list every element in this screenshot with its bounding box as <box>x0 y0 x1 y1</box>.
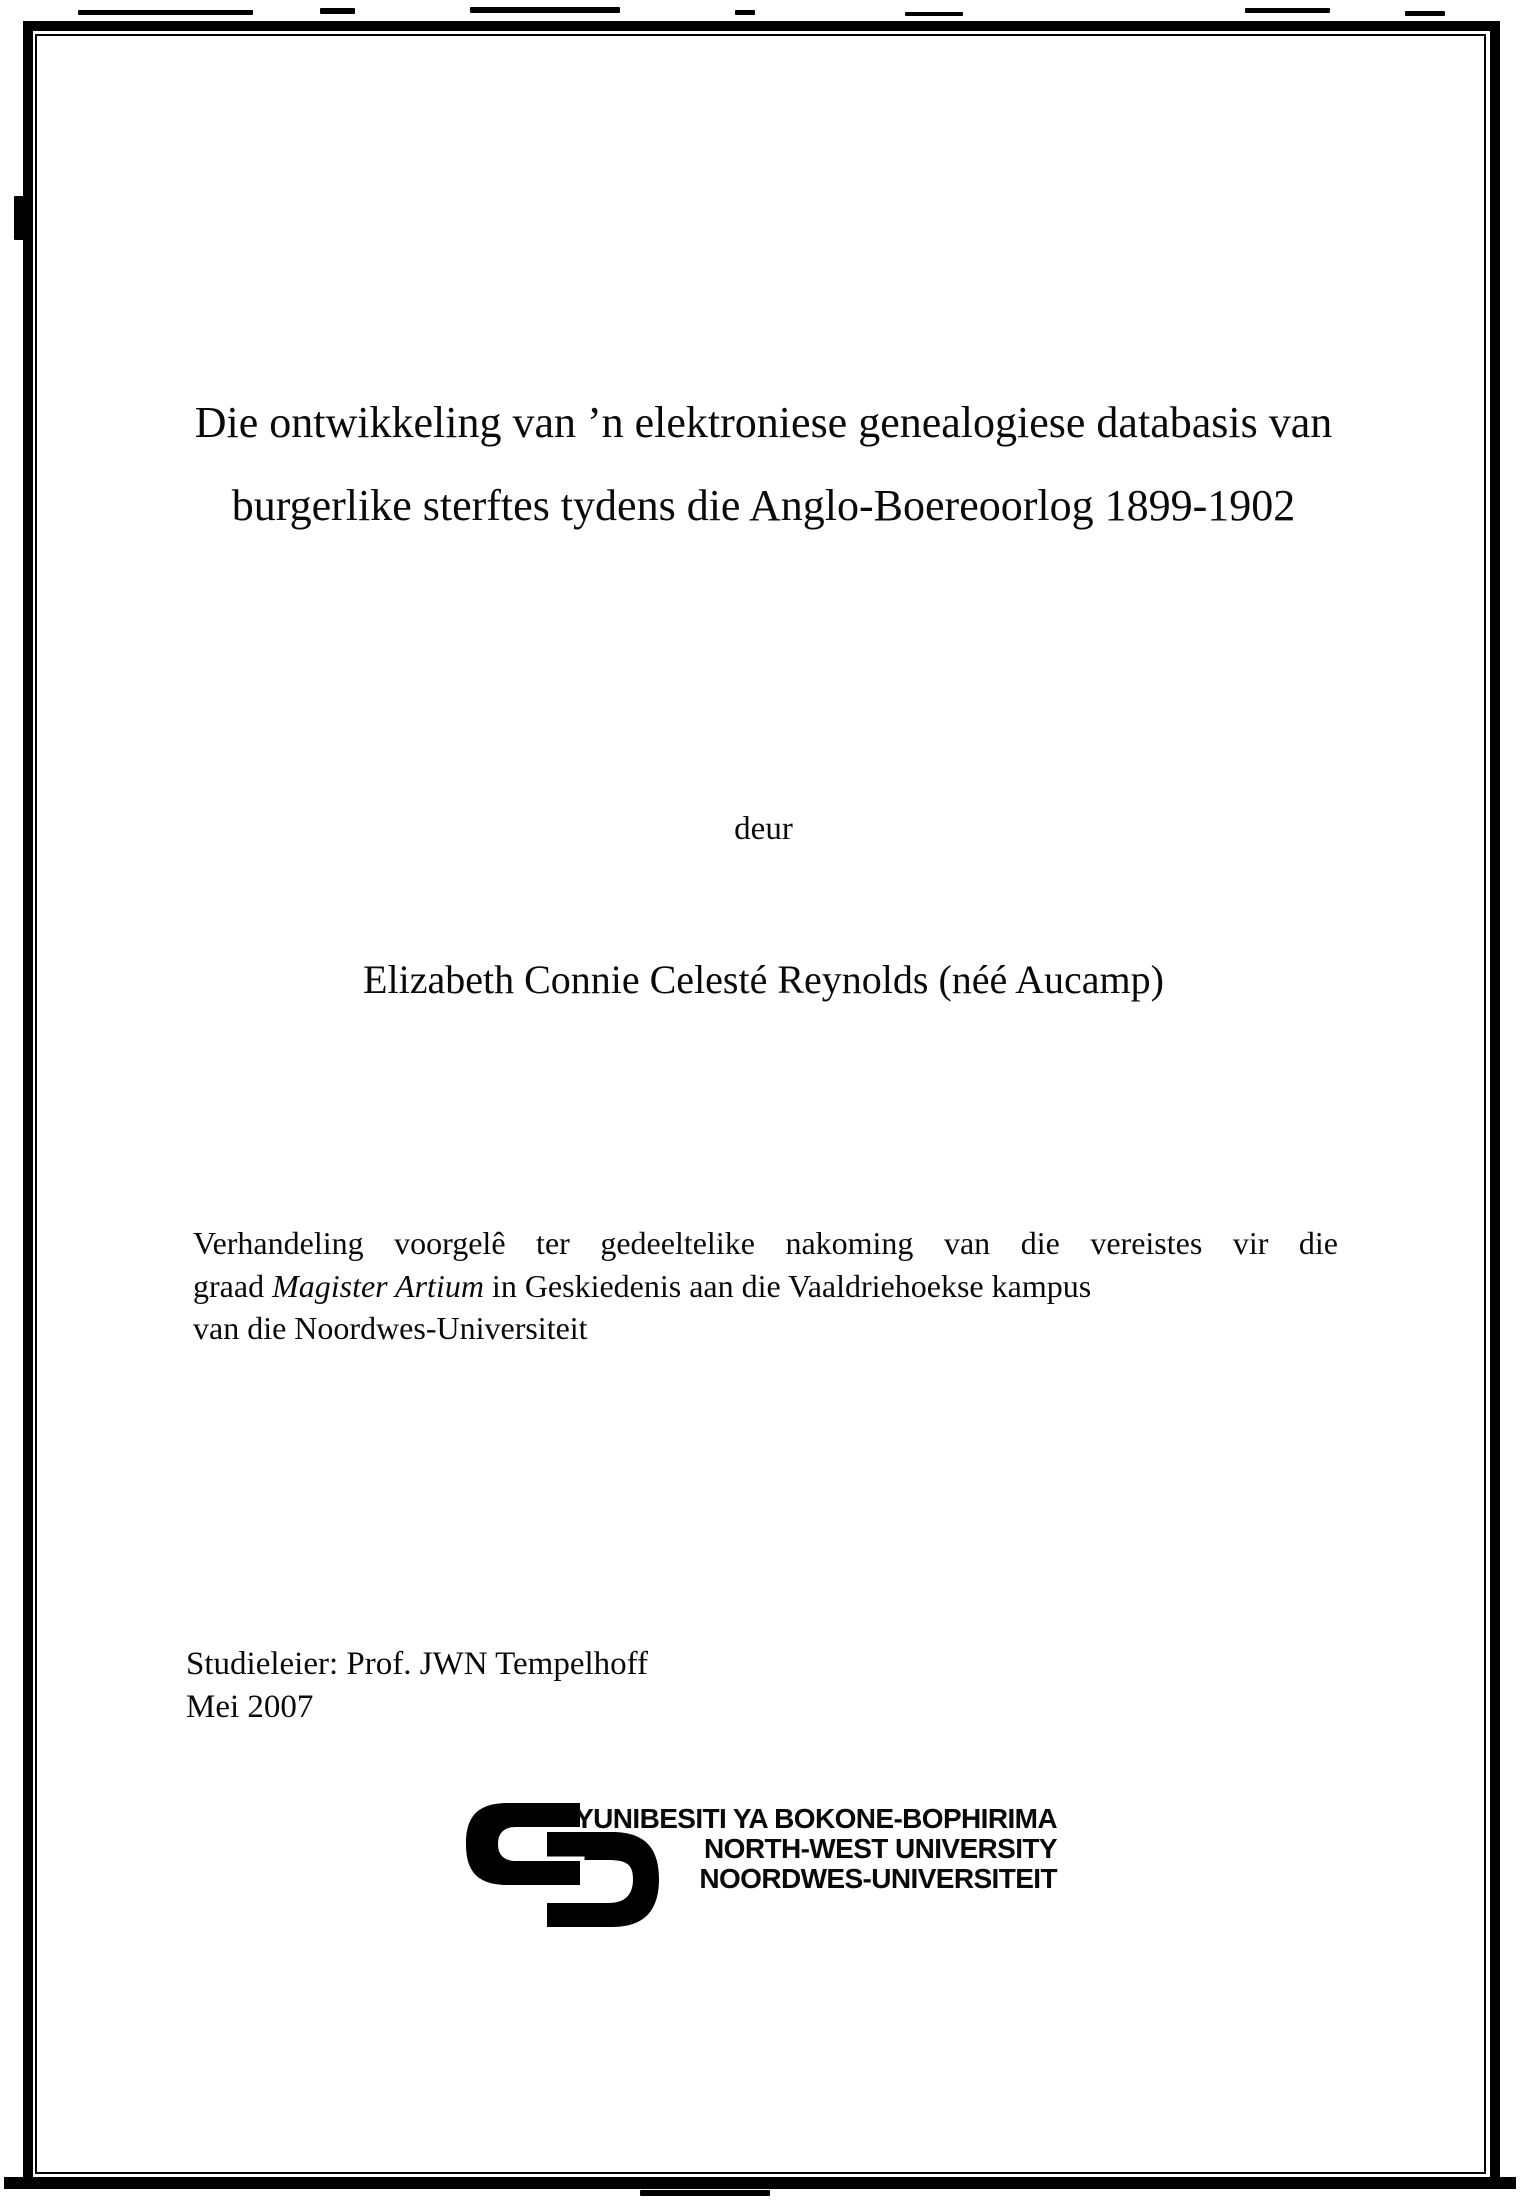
logo-text-setswana: YUNIBESITI YA BOKONE-BOPHIRIMA <box>575 1803 1057 1834</box>
scan-artifact <box>320 8 355 14</box>
degree-statement-line1: Verhandeling voorgelê ter gedeeltelike nakoming van die vereistes vir die <box>193 1225 1338 1261</box>
date-line: Mei 2007 <box>186 1688 314 1725</box>
degree-statement-line3: van die Noordwes-Universiteit <box>193 1310 588 1346</box>
degree-name-italic: Magister Artium <box>272 1267 484 1304</box>
degree-statement-line2-pre: graad <box>193 1267 273 1304</box>
byline: deur <box>734 811 793 847</box>
supervisor-line: Studieleier: Prof. JWN Tempelhoff <box>186 1646 649 1682</box>
scan-artifact <box>78 10 253 15</box>
scan-artifact <box>905 12 963 16</box>
university-logo-text <box>575 1804 1057 1894</box>
author-name: Elizabeth Connie Celesté Reynolds (néé Aucamp) <box>363 957 1164 1002</box>
scan-artifact <box>14 196 26 240</box>
degree-statement <box>193 1222 1338 1350</box>
logo-text-english: NORTH-WEST UNIVERSITY <box>704 1833 1057 1864</box>
degree-statement-line2-post: in Geskiedenis aan die Vaaldriehoekse kampus <box>483 1267 1092 1304</box>
scan-artifact <box>470 7 620 13</box>
scan-artifact <box>735 10 755 15</box>
thesis-title-line1: Die ontwikkeling van ’n elektroniese genealogiese databasis van <box>194 398 1333 447</box>
logo-text-afrikaans: NOORDWES-UNIVERSITEIT <box>699 1863 1057 1894</box>
thesis-title-line2: burgerlike sterftes tydens die Anglo-Boereoorlog 1899-1902 <box>231 481 1296 530</box>
supervisor-block <box>186 1643 648 1728</box>
page-border-bottom-bar <box>4 2177 1516 2189</box>
scan-artifact <box>1245 8 1330 13</box>
scan-artifact <box>1405 11 1445 16</box>
scan-artifact <box>640 2190 770 2196</box>
degree-statement-line2 <box>193 1265 1338 1308</box>
